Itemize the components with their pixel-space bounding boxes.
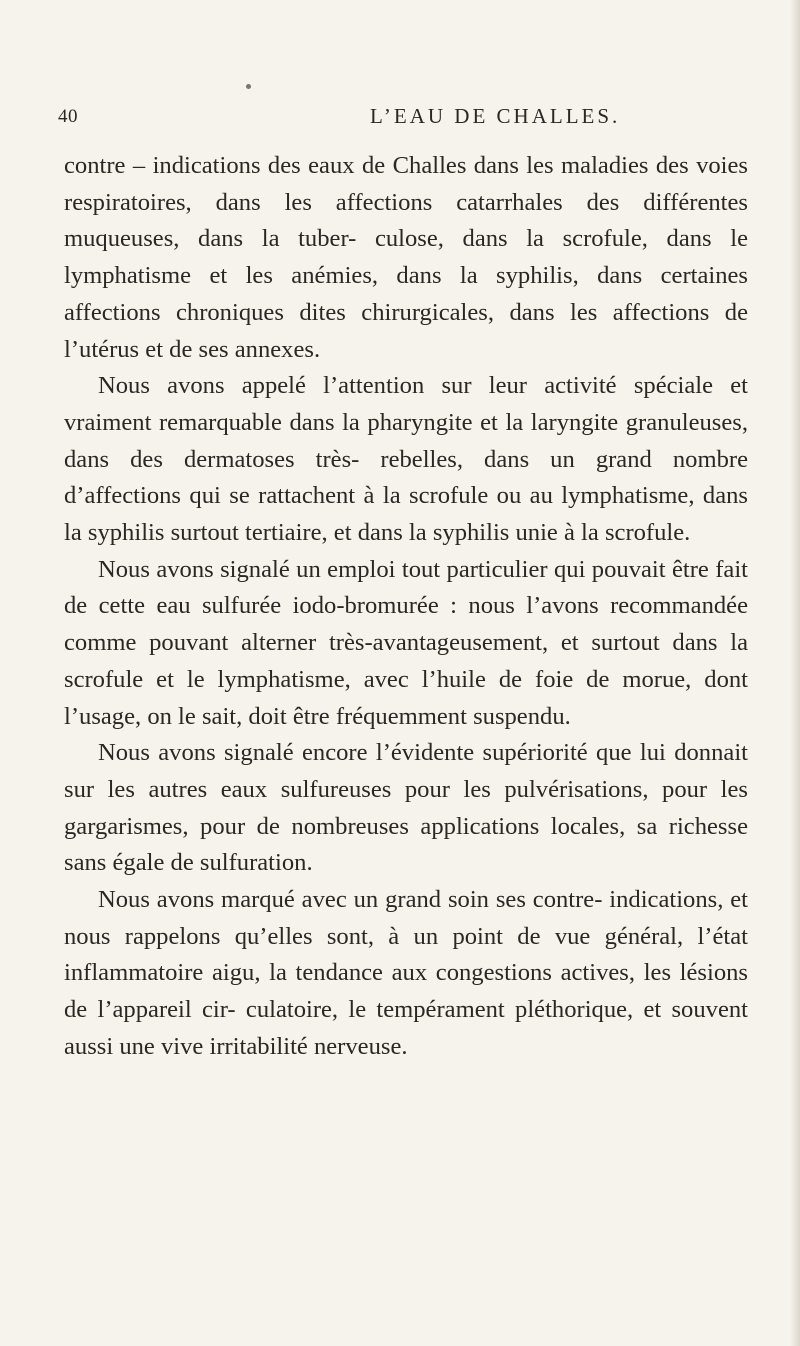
body-text	[64, 148, 748, 1066]
paragraph-4: Nous avons signalé encore l’évidente supériorité que lui donnait sur les autres eaux sulfureuses pour les pulvérisations, pour les gargarismes, pour de nombreuses applications locales, sa richesse sans égale de sulfuration.	[64, 739, 748, 877]
page-number: 40	[58, 106, 78, 127]
ink-speck	[246, 84, 251, 89]
running-title: L’EAU DE CHALLES.	[370, 104, 621, 128]
paragraph-1: contre – indications des eaux de Challes dans les maladies des voies respiratoires, dans les affections catarrhales des différentes muqueuses, dans la tuber- culose, dans la scrofule, dans le lymphatisme et les anémies, dans la syphilis, dans certaines affections chroniques dites chirurgicales, dans les affections de l’utérus et de ses annexes.	[64, 152, 748, 363]
paragraph-2: Nous avons appelé l’attention sur leur activité spéciale et vraiment remarquable dans la pharyngite et la laryngite granuleuses, dans des dermatoses très- rebelles, dans un grand nombre d’affections qui se rattachent à la scrofule ou au lymphatisme, dans la syphilis surtout tertiaire, et dans la syphilis unie à la scrofule.	[64, 372, 748, 547]
paragraph-5: Nous avons marqué avec un grand soin ses contre- indications, et nous rappelons qu’elles sont, à un point de vue général, l’état inflammatoire aigu, la tendance aux congestions actives, les lésions de l’appareil cir- culatoire, le tempérament pléthorique, et souvent aussi une vive irritabilité nerveuse.	[64, 886, 748, 1060]
page-edge-shadow	[790, 0, 800, 1346]
paragraph-3: Nous avons signalé un emploi tout particulier qui pouvait être fait de cette eau sulfurée iodo-bromurée : nous l’avons recommandée comme pouvant alterner très-avantageusement, et surtout dans la scrofule et le lymphatisme, avec l’huile de foie de morue, dont l’usage, on le sait, doit être fréquemment suspendu.	[64, 555, 748, 730]
page-header	[58, 98, 748, 138]
